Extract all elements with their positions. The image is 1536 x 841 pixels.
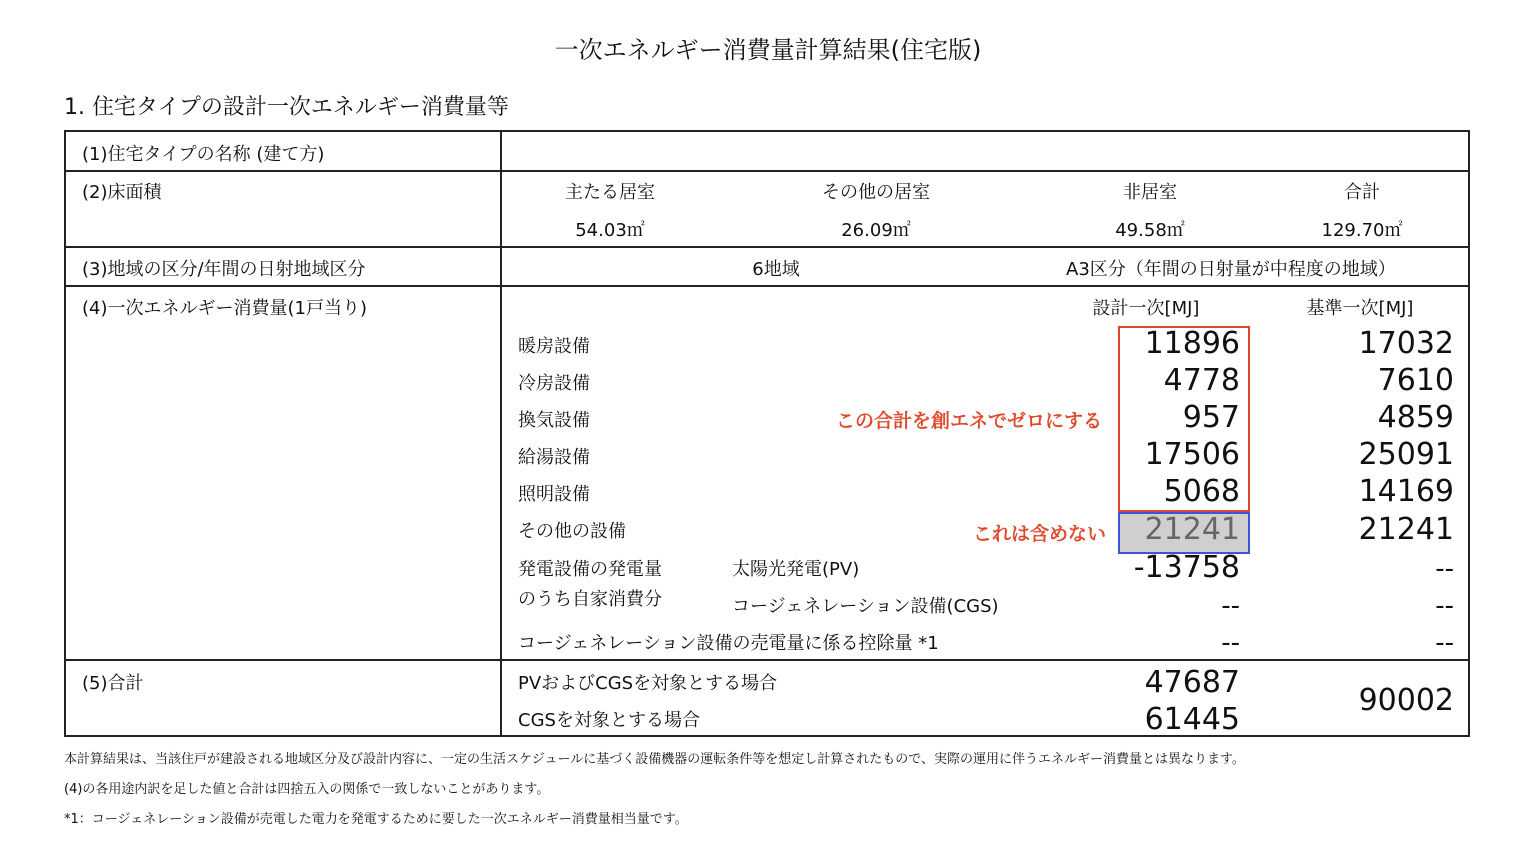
floor-header-nonliving: 非居室 (1123, 182, 1177, 203)
row-divider (66, 246, 1468, 248)
total-case1-value: 47687 (1144, 665, 1240, 700)
standard-hot-water: 25091 (1358, 437, 1454, 472)
row1-label: (1)住宅タイプの名称 (建て方) (82, 144, 325, 165)
total-standard-value: 90002 (1358, 683, 1454, 718)
section-heading: 1. 住宅タイプの設計一次エネルギー消費量等 (64, 95, 509, 120)
total-case1-label: PVおよびCGSを対象とする場合 (518, 673, 778, 694)
floor-header-total: 合計 (1344, 182, 1380, 203)
design-hot-water: 17506 (1144, 437, 1240, 472)
design-heating: 11896 (1144, 326, 1240, 361)
standard-cooling: 7610 (1377, 363, 1454, 398)
floor-header-main: 主たる居室 (565, 182, 655, 203)
row3-label: (3)地域の区分/年間の日射地域区分 (82, 259, 366, 280)
total-case2-value: 61445 (1144, 702, 1240, 737)
row-divider (66, 170, 1468, 172)
annotation-exclude: これは含めない (972, 523, 1106, 545)
footnote-rounding: (4)の各用途内訳を足した値と合計は四捨五入の関係で一致しないことがあります。 (64, 782, 550, 797)
energy-table (64, 130, 1470, 737)
solar-class: A3区分（年間の日射量が中程度の地域） (1066, 259, 1396, 280)
col-design-header: 設計一次[MJ] (1092, 298, 1200, 319)
page-title: 一次エネルギー消費量計算結果(住宅版) (554, 36, 982, 64)
col-standard-header: 基準一次[MJ] (1306, 298, 1414, 319)
item-heating: 暖房設備 (518, 336, 590, 357)
floor-value-main: 54.03㎡ (575, 220, 645, 241)
row-divider (66, 285, 1468, 287)
item-ventilation: 換気設備 (518, 410, 590, 431)
footnote-disclaimer: 本計算結果は、当該住戸が建設される地域区分及び設計内容に、一定の生活スケジュールに基づく設備機器の運転条件等を想定し計算されたもので、実際の運用に伴うエネルギー消費量とは異なります。 (64, 752, 1245, 767)
row-divider (66, 659, 1468, 661)
standard-ventilation: 4859 (1377, 400, 1454, 435)
row5-label: (5)合計 (82, 673, 144, 694)
standard-heating: 17032 (1358, 326, 1454, 361)
total-case2-label: CGSを対象とする場合 (518, 710, 700, 731)
design-ventilation: 957 (1182, 400, 1240, 435)
floor-value-other: 26.09㎡ (841, 220, 911, 241)
annotation-total-to-zero: この合計を創エネでゼロにする (835, 410, 1102, 432)
pv-standard: -- (1435, 554, 1454, 584)
standard-lighting: 14169 (1358, 474, 1454, 509)
pv-label: 太陽光発電(PV) (732, 559, 860, 580)
row4-label: (4)一次エネルギー消費量(1戸当り) (82, 298, 367, 319)
deduction-label: コージェネレーション設備の売電量に係る控除量 *1 (518, 633, 939, 654)
deduction-design: -- (1221, 628, 1240, 658)
cgs-label: コージェネレーション設備(CGS) (732, 596, 999, 617)
floor-value-nonliving: 49.58㎡ (1115, 220, 1185, 241)
design-cooling: 4778 (1163, 363, 1240, 398)
floor-value-total: 129.70㎡ (1321, 220, 1403, 241)
pv-design: -13758 (1133, 550, 1240, 585)
standard-other: 21241 (1358, 512, 1454, 547)
item-lighting: 照明設備 (518, 484, 590, 505)
footnote-cgs: *1：コージェネレーション設備が売電した電力を発電するために要した一次エネルギー消費量相当量です。 (64, 812, 688, 827)
generation-label-line1: 発電設備の発電量 (518, 559, 662, 580)
column-divider (500, 132, 502, 735)
design-other: 21241 (1144, 512, 1240, 547)
generation-label-line2: のうち自家消費分 (518, 589, 662, 610)
item-cooling: 冷房設備 (518, 373, 590, 394)
item-hot-water: 給湯設備 (518, 447, 590, 468)
cgs-design: -- (1221, 591, 1240, 621)
floor-header-other: その他の居室 (822, 182, 930, 203)
row2-label: (2)床面積 (82, 182, 162, 203)
deduction-standard: -- (1435, 628, 1454, 658)
cgs-standard: -- (1435, 591, 1454, 621)
region-class: 6地域 (752, 259, 800, 280)
item-other: その他の設備 (518, 521, 626, 542)
design-lighting: 5068 (1163, 474, 1240, 509)
